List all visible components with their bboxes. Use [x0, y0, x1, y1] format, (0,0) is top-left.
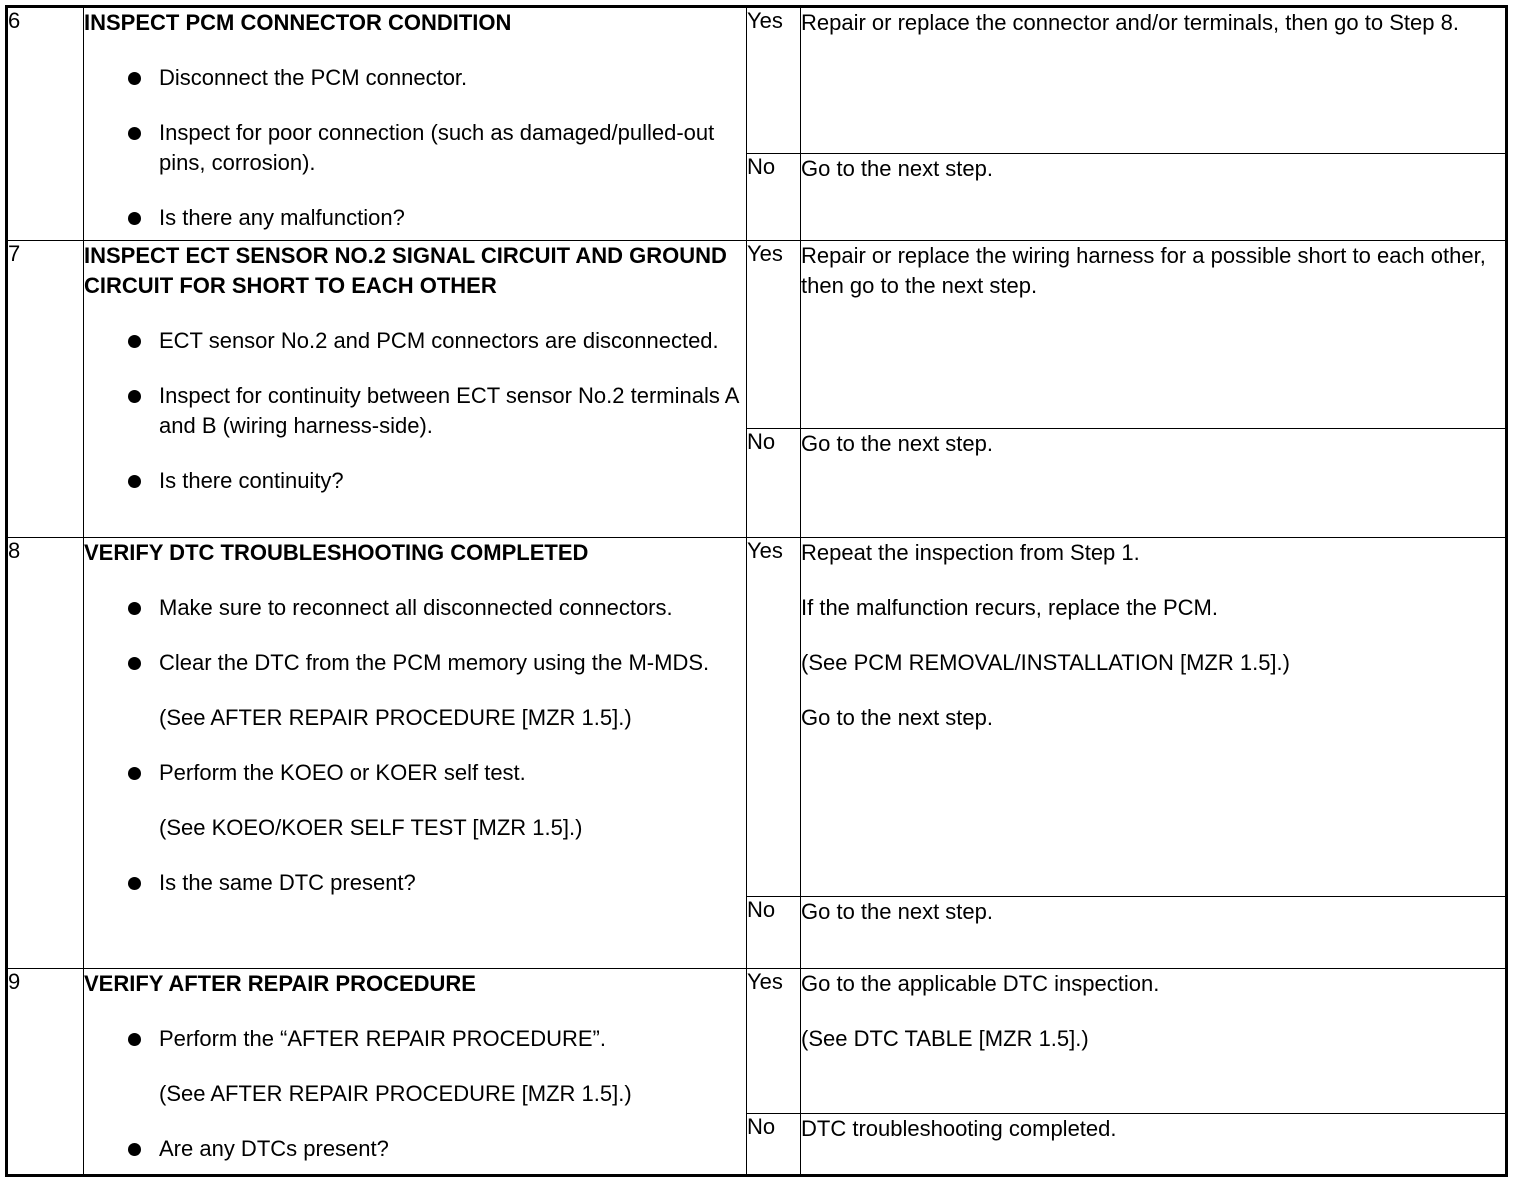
bullet-icon [128, 767, 141, 780]
step-title: INSPECT PCM CONNECTOR CONDITION [84, 10, 512, 35]
action-text: Is there any malfunction? [159, 205, 405, 230]
bullet-icon [128, 1033, 141, 1046]
action-text: Perform the “AFTER REPAIR PROCEDURE”. [159, 1026, 606, 1051]
step-action-list [84, 593, 746, 898]
action-item [84, 63, 746, 93]
action-text: Perform the KOEO or KOER self test. [159, 760, 526, 785]
step-title: VERIFY DTC TROUBLESHOOTING COMPLETED [84, 540, 589, 565]
no-result [801, 154, 1507, 241]
action-reference: (See AFTER REPAIR PROCEDURE [MZR 1.5].) [159, 705, 632, 730]
bullet-icon [128, 1143, 141, 1156]
action-text: Inspect for poor connection (such as damaged/pulled-out pins, corrosion). [159, 120, 715, 175]
step-number: 8 [7, 538, 84, 969]
action-item [84, 1024, 746, 1109]
yes-result-line: Go to the applicable DTC inspection. [801, 971, 1160, 996]
action-text: Are any DTCs present? [159, 1136, 389, 1161]
action-text: ECT sensor No.2 and PCM connectors are disconnected. [159, 328, 719, 353]
bullet-icon [128, 475, 141, 488]
step-action-cell [84, 241, 747, 538]
action-text: Disconnect the PCM connector. [159, 65, 468, 90]
yes-result-line: Repair or replace the connector and/or terminals, then go to Step 8. [801, 10, 1459, 35]
no-result [801, 1114, 1507, 1176]
no-label: No [747, 897, 801, 969]
action-item [84, 381, 746, 441]
action-item [84, 1134, 746, 1164]
action-text: Is the same DTC present? [159, 870, 416, 895]
yes-label: Yes [747, 7, 801, 154]
action-item [84, 758, 746, 843]
step-row-yes [7, 241, 1507, 429]
step-number: 7 [7, 241, 84, 538]
bullet-icon [128, 72, 141, 85]
action-item [84, 118, 746, 178]
no-result [801, 897, 1507, 969]
yes-label: Yes [747, 969, 801, 1114]
action-text: Inspect for continuity between ECT sensor No.2 terminals A and B (wiring harness-side). [159, 383, 739, 438]
bullet-icon [128, 602, 141, 615]
no-label: No [747, 1114, 801, 1176]
no-result-line: DTC troubleshooting completed. [801, 1116, 1117, 1141]
no-label: No [747, 154, 801, 241]
bullet-icon [128, 212, 141, 225]
troubleshooting-table [5, 5, 1508, 1177]
action-item [84, 466, 746, 496]
yes-result [801, 969, 1507, 1114]
step-row-yes [7, 538, 1507, 897]
yes-result-line: (See DTC TABLE [MZR 1.5].) [801, 1026, 1089, 1051]
step-action-cell [84, 7, 747, 241]
step-title: VERIFY AFTER REPAIR PROCEDURE [84, 971, 476, 996]
yes-result [801, 241, 1507, 429]
yes-result-line: If the malfunction recurs, replace the PCM. [801, 595, 1218, 620]
no-result-line: Go to the next step. [801, 156, 994, 181]
no-label: No [747, 429, 801, 538]
yes-result [801, 538, 1507, 897]
step-action-cell [84, 969, 747, 1176]
no-result [801, 429, 1507, 538]
yes-result-line: Go to the next step. [801, 705, 994, 730]
action-item [84, 868, 746, 898]
bullet-icon [128, 877, 141, 890]
yes-result-line: Repair or replace the wiring harness for a possible short to each other, then go to the next step. [801, 243, 1486, 298]
yes-result-line: Repeat the inspection from Step 1. [801, 540, 1140, 565]
action-item [84, 648, 746, 733]
action-text: Is there continuity? [159, 468, 344, 493]
action-item [84, 593, 746, 623]
bullet-icon [128, 390, 141, 403]
step-title: INSPECT ECT SENSOR NO.2 SIGNAL CIRCUIT AND GROUND CIRCUIT FOR SHORT TO EACH OTHER [84, 243, 727, 298]
action-item [84, 203, 746, 233]
step-row-yes [7, 7, 1507, 154]
bullet-icon [128, 127, 141, 140]
step-row-yes [7, 969, 1507, 1114]
step-action-list [84, 63, 746, 233]
step-action-list [84, 1024, 746, 1164]
no-result-line: Go to the next step. [801, 899, 994, 924]
action-text: Make sure to reconnect all disconnected connectors. [159, 595, 673, 620]
action-text: Clear the DTC from the PCM memory using the M-MDS. [159, 650, 710, 675]
bullet-icon [128, 657, 141, 670]
yes-label: Yes [747, 241, 801, 429]
yes-label: Yes [747, 538, 801, 897]
action-reference: (See AFTER REPAIR PROCEDURE [MZR 1.5].) [159, 1081, 632, 1106]
step-number: 6 [7, 7, 84, 241]
yes-result [801, 7, 1507, 154]
no-result-line: Go to the next step. [801, 431, 994, 456]
action-reference: (See KOEO/KOER SELF TEST [MZR 1.5].) [159, 815, 583, 840]
bullet-icon [128, 335, 141, 348]
action-item [84, 326, 746, 356]
step-action-list [84, 326, 746, 496]
yes-result-line: (See PCM REMOVAL/INSTALLATION [MZR 1.5].) [801, 650, 1290, 675]
step-number: 9 [7, 969, 84, 1176]
step-action-cell [84, 538, 747, 969]
